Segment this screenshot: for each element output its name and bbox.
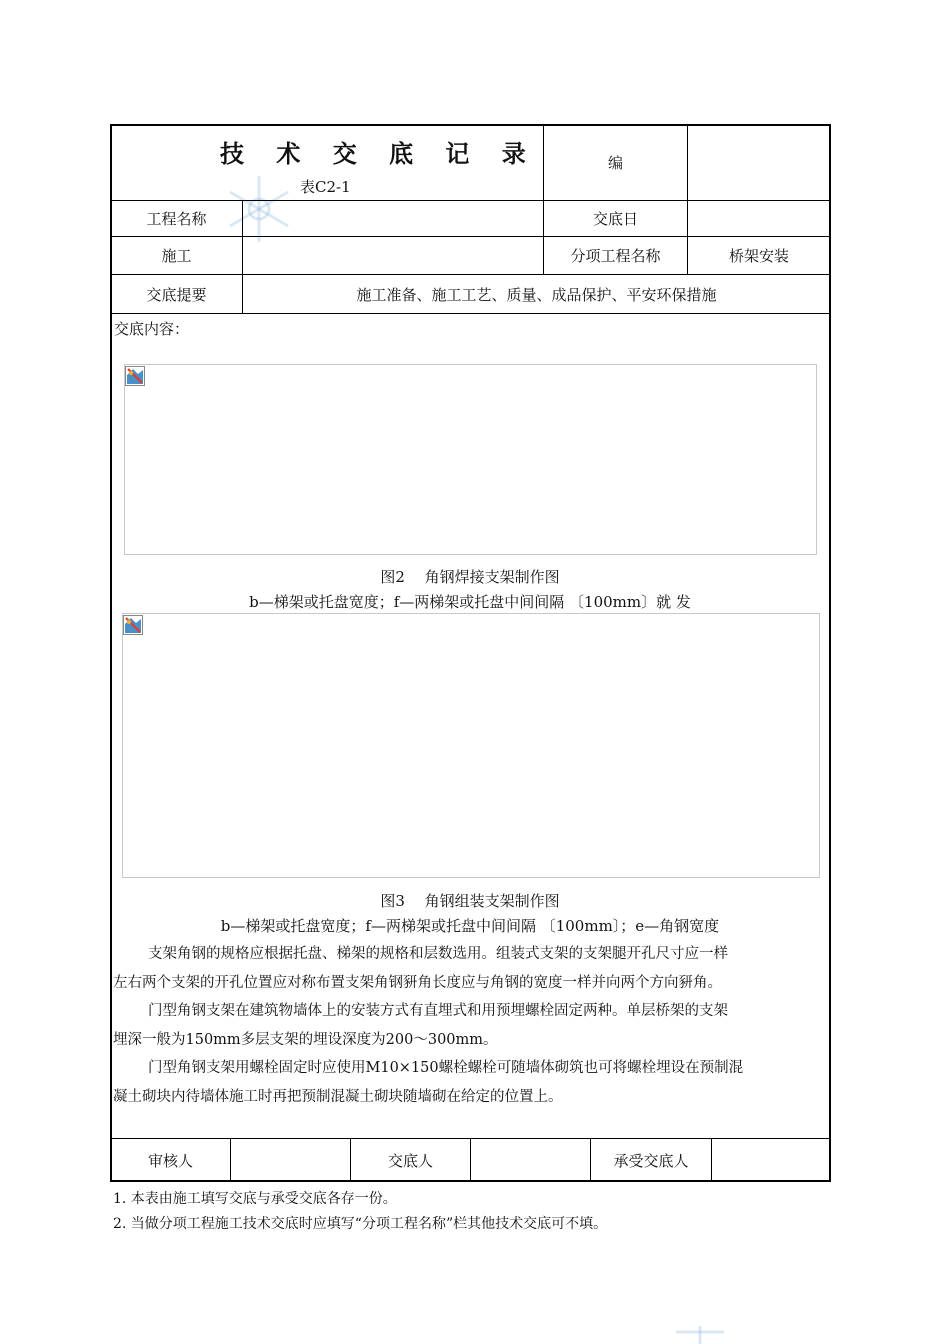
watermark-snowflake-icon (670, 1326, 730, 1344)
figure2-title: 图2 角钢焊接支架制作图 (380, 568, 560, 586)
reviewer-field[interactable] (231, 1139, 350, 1181)
project-name-field[interactable] (243, 201, 543, 236)
form-code: 表C2-1 (300, 178, 351, 196)
figure3-title: 图3 角钢组装支架制作图 (380, 892, 560, 910)
figure2-caption: b—梯架或托盘宽度；f—两梯架或托盘中间间隔 〔100mm〕就 发 (249, 593, 691, 611)
discloser-label: 交底人 (387, 1151, 433, 1170)
paragraph-1-line-1: 支架角钢的规格应根据托盘、梯架的规格和层数选用。组装式支架的支架腿开孔尺寸应一样 (148, 946, 728, 962)
date-field[interactable] (688, 201, 830, 236)
construction-field[interactable] (243, 237, 543, 274)
paragraph-3-line-1: 门型角钢支架用螺栓固定时应使用M10×150螺栓螺栓可随墙体砌筑也可将螺栓埋设在预制混 (148, 1060, 744, 1076)
footnote-1: 1. 本表由施工填写交底与承受交底各存一份。 (113, 1191, 397, 1207)
figure3-caption: b—梯架或托盘宽度；f—两梯架或托盘中间间隔 〔100mm〕；e—角钢宽度 (220, 917, 720, 935)
summary-value: 施工准备、施工工艺、质量、成品保护、平安环保措施 (356, 285, 717, 304)
footnote-2: 2. 当做分项工程施工技术交底时应填写“分项工程名称”栏其他技术交底可不填。 (113, 1216, 608, 1232)
figure2-image (124, 364, 817, 555)
broken-image-icon (123, 615, 143, 635)
number-field[interactable] (688, 125, 830, 200)
paragraph-1-line-2: 左右两个支架的开孔位置应对称布置支架角钢豜角长度应与角钢的宽度一样并向两个方向豜角。 (113, 975, 722, 991)
reviewer-label: 审核人 (147, 1151, 193, 1170)
form-title: 技 术 交 底 记 录 (220, 139, 538, 168)
date-label: 交底日 (592, 210, 638, 228)
project-name-label: 工程名称 (146, 210, 207, 228)
figure3-image (122, 613, 820, 878)
summary-label: 交底提要 (146, 285, 207, 304)
paragraph-2-line-1: 门型角钢支架在建筑物墙体上的安装方式有直埋式和用预埋螺栓固定两种。单层桥架的支架 (148, 1003, 728, 1019)
receiver-label: 承受交底人 (613, 1151, 689, 1170)
number-label: 编 (607, 154, 623, 172)
content-heading: 交底内容： (114, 320, 190, 338)
paragraph-2-line-2: 埋深一般为150mm多层支架的埋设深度为200～300mm。 (113, 1032, 498, 1048)
paragraph-3-line-2: 凝土砌块内待墙体施工时再把预制混凝土砌块随墙砌在给定的位置上。 (113, 1089, 563, 1105)
construction-label: 施工 (161, 247, 192, 265)
subproject-value: 桥架安装 (728, 247, 789, 265)
row-divider (110, 313, 831, 314)
discloser-field[interactable] (471, 1139, 590, 1181)
receiver-field[interactable] (712, 1139, 830, 1181)
broken-image-icon (125, 366, 145, 386)
subproject-label: 分项工程名称 (570, 247, 661, 265)
